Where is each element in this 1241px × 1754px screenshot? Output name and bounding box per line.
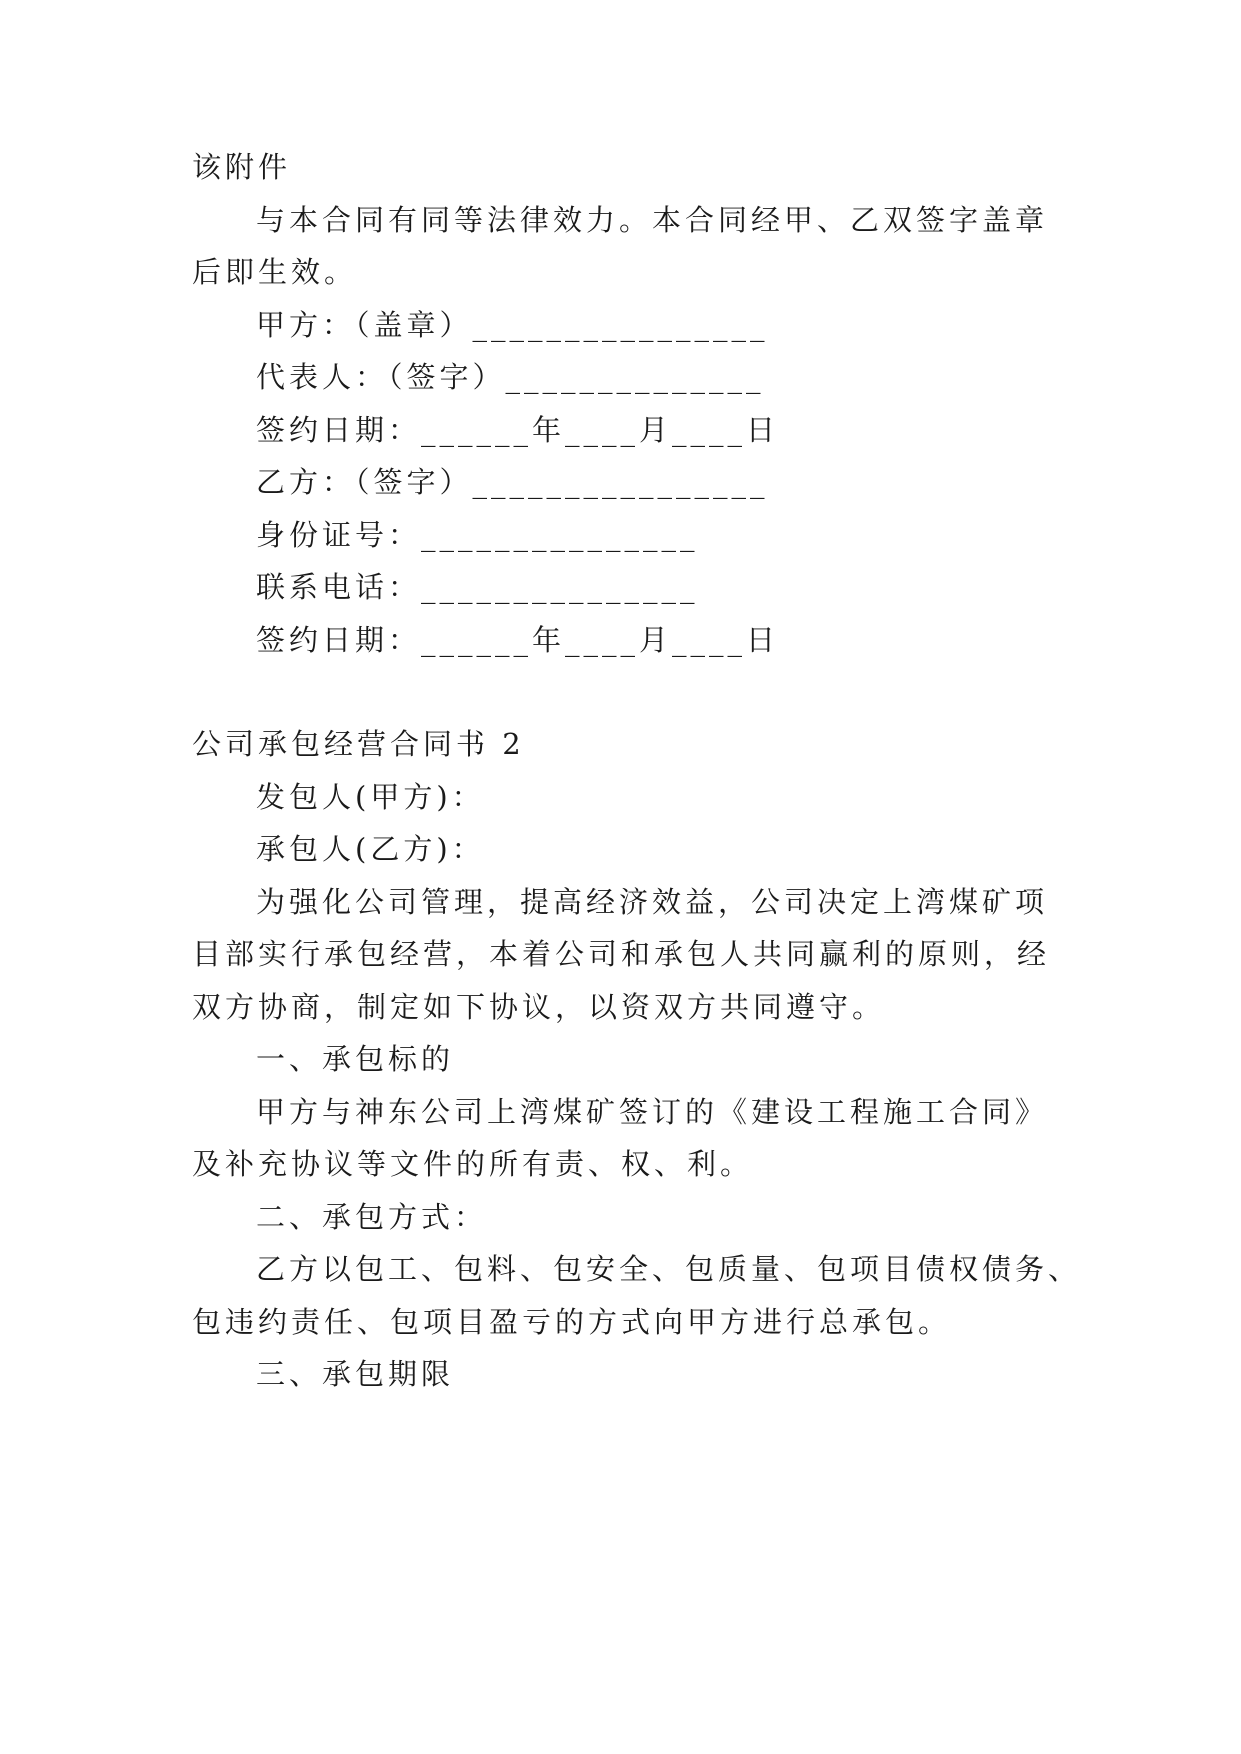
paragraph-line: 及补充协议等文件的所有责、权、利。 <box>192 1147 754 1181</box>
text-line-attachment: 该附件 <box>192 150 292 184</box>
signature-line-date-b: 签约日期：______年____月____日 <box>256 623 780 657</box>
paragraph-line: 目部实行承包经营，本着公司和承包人共同赢利的原则，经 <box>192 937 1051 971</box>
signature-line-representative: 代表人：（签字）______________ <box>256 360 765 394</box>
signature-line-party-b: 乙方：（签字）________________ <box>256 465 769 499</box>
section-title: 公司承包经营合同书 2 <box>192 727 525 761</box>
paragraph-line: 包违约责任、包项目盈亏的方式向甲方进行总承包。 <box>192 1305 952 1339</box>
clause-heading-1: 一、承包标的 <box>256 1042 455 1076</box>
signature-line-date-a: 签约日期：______年____月____日 <box>256 413 780 447</box>
text-line-effective: 后即生效。 <box>192 255 358 289</box>
paragraph-line: 甲方与神东公司上湾煤矿签订的《建设工程施工合同》 <box>256 1095 1049 1129</box>
signature-line-id-number: 身份证号：_______________ <box>256 518 699 552</box>
paragraph-line: 乙方以包工、包料、包安全、包质量、包项目债权债务、 <box>256 1252 1082 1286</box>
signature-line-party-a: 甲方：（盖章）________________ <box>256 308 769 342</box>
clause-heading-3: 三、承包期限 <box>256 1357 455 1391</box>
signature-line-phone: 联系电话：_______________ <box>256 570 699 604</box>
clause-heading-2: 二、承包方式： <box>256 1200 488 1234</box>
paragraph-line: 为强化公司管理，提高经济效益，公司决定上湾煤矿项 <box>256 885 1049 919</box>
text-line-legal-effect: 与本合同有同等法律效力。本合同经甲、乙双签字盖章 <box>256 203 1049 237</box>
paragraph-line: 双方协商，制定如下协议，以资双方共同遵守。 <box>192 990 886 1024</box>
text-line-contractor: 发包人(甲方)： <box>256 780 485 814</box>
text-line-subcontractor: 承包人(乙方)： <box>256 832 485 866</box>
